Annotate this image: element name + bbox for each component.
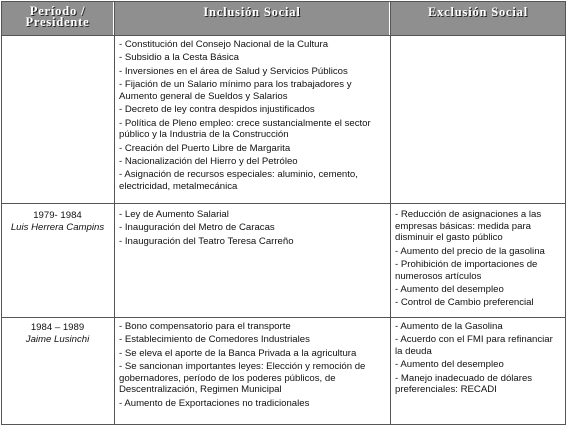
- header-president-label: Presidente: [25, 15, 90, 29]
- list-item: - Política de Pleno empleo: crece sustancialmente el sector público y la Industria de la Construcción: [119, 117, 371, 141]
- list-item: - Constitución del Consejo Nacional de la Cultura: [119, 39, 329, 50]
- list-item: - Ley de Aumento Salarial: [119, 209, 229, 220]
- president-name: Luis Herrera Campins: [10, 222, 105, 233]
- header-exclusion-label: Exclusión Social: [428, 5, 528, 19]
- president-name: Jaime Lusinchi: [25, 334, 90, 345]
- list-item: - Prohibición de importaciones de numerosos artículos: [395, 258, 538, 282]
- header-period-label: Período /: [29, 4, 86, 18]
- header-cell-period: [2, 2, 113, 35]
- inclusion-list: [119, 39, 384, 194]
- president-cell: [4, 322, 111, 346]
- header-cell-exclusion: [391, 2, 565, 35]
- row-divider: [1, 203, 566, 204]
- list-item: - Bono compensatorio para el transporte: [119, 321, 291, 332]
- list-item: - Creación del Puerto Libre de Margarita: [119, 142, 291, 154]
- row-divider: [1, 35, 566, 36]
- inclusion-list: [119, 209, 384, 249]
- list-item: - Subsidio a la Cesta Básica: [119, 52, 239, 64]
- list-item: - Aumento del precio de la gasolina: [395, 245, 545, 257]
- list-item: - Inversiones en el área de Salud y Servicios Públicos: [119, 65, 348, 77]
- period-years: 1979- 1984: [33, 210, 82, 221]
- list-item: - Inauguración del Teatro Teresa Carreño: [119, 235, 294, 247]
- list-item: - Asignación de recursos especiales: aluminio, cemento, electricidad, metalmecánica: [119, 169, 358, 192]
- inclusion-list: [119, 321, 384, 411]
- column-divider: [390, 1, 391, 425]
- list-item: - Se sancionan importantes leyes: Elección y remoción de gobernadores, período de los poderes públicos, de Descentralización, Regimen Municipal: [119, 361, 366, 396]
- list-item: - Fijación de un Salario mínimo para los trabajadores y Aumento general de Sueldos y Salarios: [119, 79, 352, 102]
- column-divider: [114, 1, 115, 425]
- list-item: - Aumento del desempleo: [395, 283, 504, 295]
- exclusion-list: [395, 321, 561, 398]
- row-divider: [1, 317, 566, 318]
- list-item: - Decreto de ley contra despidos injustificados: [119, 104, 315, 116]
- header-inclusion-label: Inclusión Social: [203, 5, 301, 19]
- list-item: - Inauguración del Metro de Caracas: [119, 222, 275, 234]
- period-years: 1984 – 1989: [30, 322, 85, 333]
- list-item: - Manejo inadecuado de dólares preferenciales: RECADI: [395, 372, 533, 396]
- list-item: - Aumento de la Gasolina: [395, 321, 503, 332]
- list-item: - Se eleva el aporte de la Banca Privada a la agricultura: [119, 347, 357, 359]
- list-item: - Aumento de Exportaciones no tradicionales: [119, 397, 310, 409]
- list-item: - Acuerdo con el FMI para refinanciar la deuda: [395, 334, 553, 357]
- list-item: - Aumento del desempleo: [395, 359, 504, 371]
- list-item: - Reducción de asignaciones a las empresas básicas: medida para disminuir el gasto público: [395, 209, 542, 244]
- president-cell: [4, 210, 111, 234]
- list-item: - Establecimiento de Comedores Industriales: [119, 334, 310, 346]
- exclusion-list: [395, 209, 561, 311]
- list-item: - Control de Cambio preferencial: [395, 297, 534, 309]
- header-cell-inclusion: [115, 2, 389, 35]
- list-item: - Nacionalización del Hierro y del Petróleo: [119, 155, 298, 167]
